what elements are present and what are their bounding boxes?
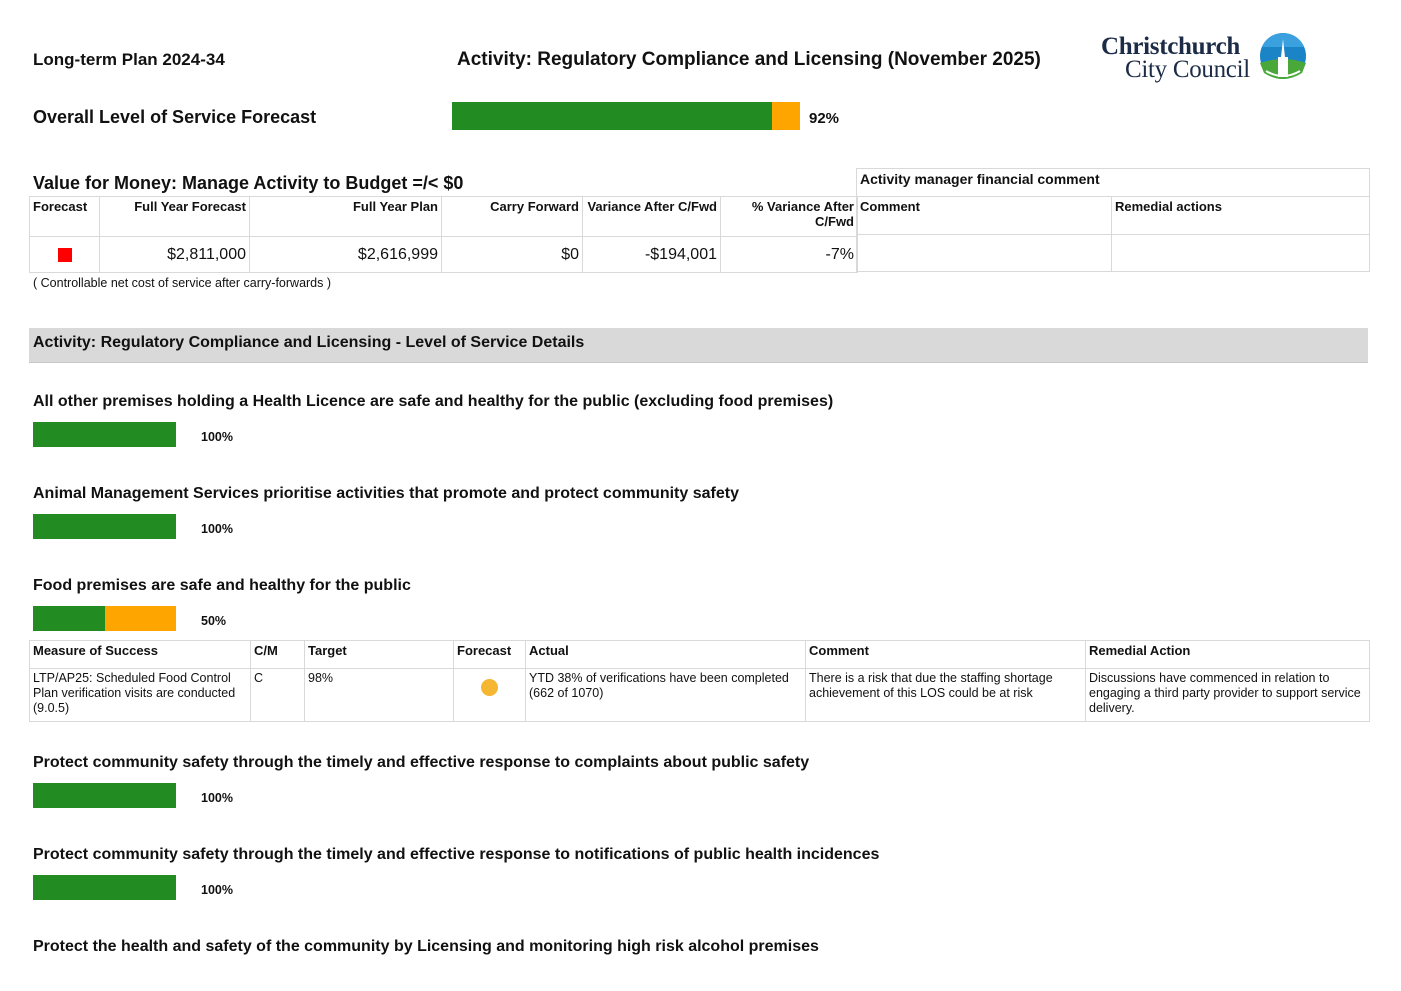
financial-remedial-header: Remedial actions	[1112, 197, 1370, 235]
los-title: All other premises holding a Health Licence are safe and healthy for the public (excluding food premises)	[33, 393, 834, 410]
bar-green-segment	[33, 514, 176, 539]
financial-remedial-value	[1112, 235, 1370, 272]
comment-cell: There is a risk that due the staffing shortage achievement of this LOS could be at risk	[806, 669, 1086, 722]
bar-green-segment	[33, 783, 176, 808]
los-percent: 100%	[201, 791, 233, 805]
col-actual: Actual	[526, 641, 806, 669]
overall-forecast-label: Overall Level of Service Forecast	[33, 107, 317, 127]
los-progress-bar	[33, 606, 176, 631]
council-logo-icon	[1258, 33, 1308, 88]
los-progress-bar	[33, 422, 176, 447]
remedial-cell: Discussions have commenced in relation to engaging a third party provider to support service delivery.	[1086, 669, 1370, 722]
bar-green-segment	[452, 102, 772, 130]
cm-cell: C	[251, 669, 305, 722]
los-percent: 50%	[201, 614, 227, 628]
bar-green-segment	[33, 422, 176, 447]
col-remedial: Remedial Action	[1086, 641, 1370, 669]
bar-amber-segment	[772, 102, 800, 130]
vfm-title: Value for Money: Manage Activity to Budget =/< $0	[33, 173, 464, 193]
los-title: Food premises are safe and healthy for the public	[33, 577, 411, 594]
los-progress-bar	[33, 875, 176, 900]
los-percent: 100%	[201, 883, 233, 897]
vfm-col-pct-variance: % Variance After C/Fwd	[721, 197, 858, 237]
red-status-icon	[58, 248, 72, 262]
vfm-pct-variance-value: -7%	[721, 237, 858, 273]
los-percent: 100%	[201, 430, 233, 444]
col-target: Target	[305, 641, 454, 669]
overall-forecast-bar	[452, 102, 800, 130]
bar-amber-segment	[105, 606, 177, 631]
plan-title: Long-term Plan 2024-34	[33, 50, 225, 69]
los-progress-bar	[33, 783, 176, 808]
vfm-forecast-cell	[30, 237, 100, 273]
vfm-variance-value: -$194,001	[583, 237, 721, 273]
vfm-table	[29, 196, 858, 273]
table-row	[30, 669, 1370, 722]
vfm-col-variance: Variance After C/Fwd	[583, 197, 721, 237]
logo-text-line1: Christchurch	[1101, 33, 1241, 60]
logo-text-line2: City Council	[1125, 56, 1250, 83]
vfm-data-row	[30, 237, 858, 273]
section-header-band	[29, 328, 1368, 363]
overall-forecast-percent: 92%	[809, 110, 840, 127]
vfm-full-year-plan-value: $2,616,999	[250, 237, 442, 273]
los-title: Protect community safety through the timely and effective response to notifications of public health incidences	[33, 846, 880, 863]
col-comment: Comment	[806, 641, 1086, 669]
measure-cell: LTP/AP25: Scheduled Food Control Plan verification visits are conducted (9.0.5)	[30, 669, 251, 722]
measures-table	[29, 640, 1370, 722]
section-title: Activity: Regulatory Compliance and Licensing - Level of Service Details	[33, 334, 585, 351]
vfm-col-full-year-plan: Full Year Plan	[250, 197, 442, 237]
vfm-note: ( Controllable net cost of service after carry-forwards )	[33, 276, 332, 290]
financial-comment-header: Comment	[857, 197, 1112, 235]
forecast-cell	[454, 669, 526, 722]
measures-header-row	[30, 641, 1370, 669]
bar-green-segment	[33, 875, 176, 900]
target-cell: 98%	[305, 669, 454, 722]
vfm-col-carry-forward: Carry Forward	[442, 197, 583, 237]
col-cm: C/M	[251, 641, 305, 669]
vfm-full-year-forecast-value: $2,811,000	[100, 237, 250, 273]
los-title: Animal Management Services prioritise activities that promote and protect community safety	[33, 485, 739, 502]
vfm-col-forecast: Forecast	[30, 197, 100, 237]
vfm-carry-forward-value: $0	[442, 237, 583, 273]
bar-green-segment	[33, 606, 105, 631]
amber-status-icon	[481, 679, 498, 696]
financial-comment-title: Activity manager financial comment	[857, 169, 1370, 197]
col-forecast: Forecast	[454, 641, 526, 669]
activity-title: Activity: Regulatory Compliance and Licensing (November 2025)	[457, 49, 1041, 70]
vfm-col-full-year-forecast: Full Year Forecast	[100, 197, 250, 237]
financial-comment-table	[856, 168, 1370, 272]
los-progress-bar	[33, 514, 176, 539]
actual-cell: YTD 38% of verifications have been completed (662 of 1070)	[526, 669, 806, 722]
col-measure: Measure of Success	[30, 641, 251, 669]
los-percent: 100%	[201, 522, 233, 536]
vfm-header-row	[30, 197, 858, 237]
los-title: Protect the health and safety of the community by Licensing and monitoring high risk alcohol premises	[33, 938, 819, 955]
los-title: Protect community safety through the timely and effective response to complaints about public safety	[33, 754, 810, 771]
financial-comment-value	[857, 235, 1112, 272]
